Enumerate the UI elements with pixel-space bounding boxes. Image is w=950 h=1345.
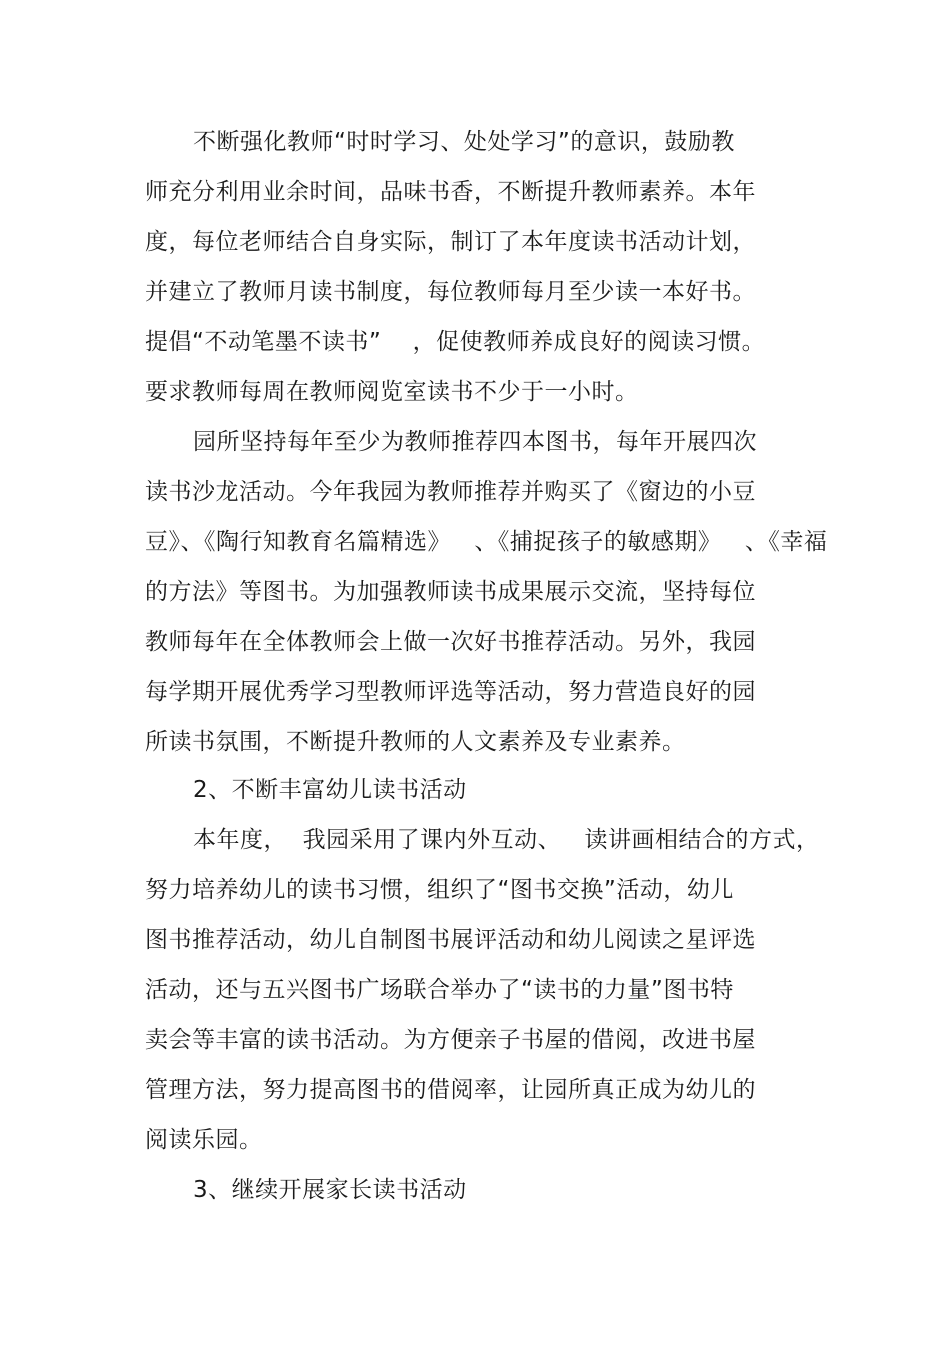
paragraph-line: 卖会等丰富的读书活动。为方便亲子书屋的借阅，改进书屋 — [145, 1027, 756, 1053]
paragraph-line: 读书沙龙活动。今年我园为教师推荐并购买了《窗边的小豆 — [145, 479, 756, 505]
paragraph-line: 园所坚持每年至少为教师推荐四本图书，每年开展四次 — [193, 429, 757, 455]
paragraph-line: 阅读乐园。 — [145, 1127, 263, 1153]
paragraph-line: 的方法》等图书。为加强教师读书成果展示交流，坚持每位 — [145, 579, 756, 605]
paragraph-line: 要求教师每周在教师阅览室读书不少于一小时。 — [145, 379, 639, 405]
paragraph-line: 提倡“不动笔墨不读书” ，促使教师养成良好的阅读习惯。 — [145, 329, 766, 355]
paragraph-line: 每学期开展优秀学习型教师评选等活动，努力营造良好的园 — [145, 679, 756, 705]
paragraph-line: 教师每年在全体教师会上做一次好书推荐活动。另外，我园 — [145, 629, 756, 655]
paragraph-line: 图书推荐活动，幼儿自制图书展评活动和幼儿阅读之星评选 — [145, 927, 756, 953]
paragraph-line: 努力培养幼儿的读书习惯，组织了“图书交换”活动，幼儿 — [145, 877, 734, 903]
paragraph-line: 度，每位老师结合自身实际，制订了本年度读书活动计划， — [145, 229, 756, 255]
section-heading: 2、不断丰富幼儿读书活动 — [193, 777, 467, 803]
section-heading: 3、继续开展家长读书活动 — [193, 1177, 467, 1203]
paragraph-line: 并建立了教师月读书制度，每位教师每月至少读一本好书。 — [145, 279, 756, 305]
paragraph-line: 豆》、《陶行知教育名篇精选》 、《捕捉孩子的敏感期》 、《幸福 — [145, 529, 828, 555]
paragraph-line: 本年度， 我园采用了课内外互动、 读讲画相结合的方式， — [193, 827, 820, 853]
paragraph-line: 活动，还与五兴图书广场联合举办了“读书的力量”图书特 — [145, 977, 734, 1003]
paragraph-line: 所读书氛围，不断提升教师的人文素养及专业素养。 — [145, 729, 686, 755]
paragraph-line: 管理方法，努力提高图书的借阅率，让园所真正成为幼儿的 — [145, 1077, 756, 1103]
paragraph-line: 师充分利用业余时间，品味书香，不断提升教师素养。本年 — [145, 179, 756, 205]
paragraph-line: 不断强化教师“时时学习、处处学习”的意识，鼓励教 — [193, 129, 735, 155]
